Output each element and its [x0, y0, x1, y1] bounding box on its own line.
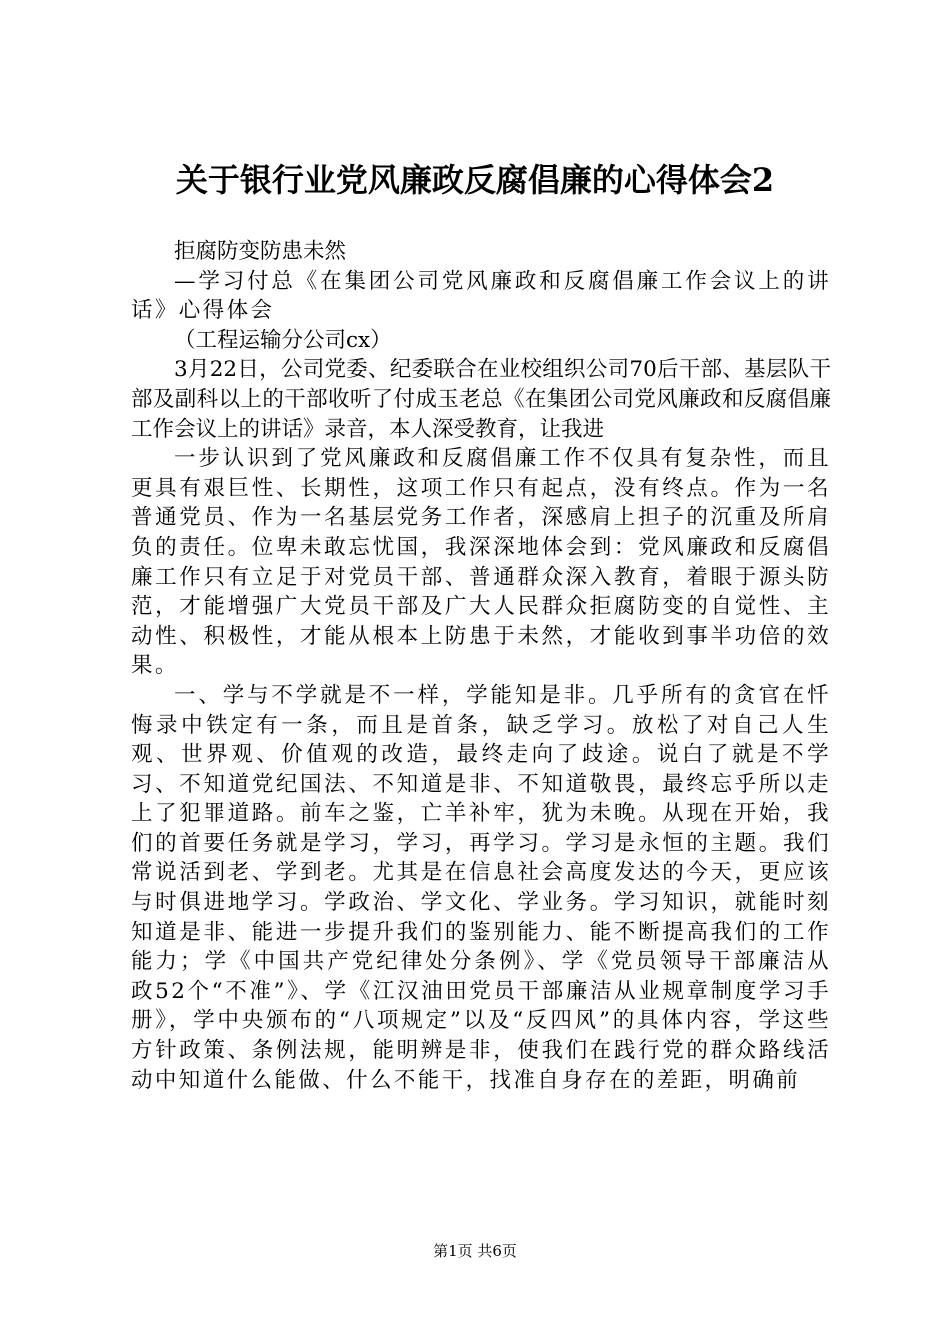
- paragraph-intro: 3月22日，公司党委、纪委联合在业校组织公司70后干部、基层队干部及副科以上的干部收听了付成玉老总《在集团公司党风廉政和反腐倡廉工作会议上的讲话》录音，本人深受教育，让我进: [131, 357, 831, 442]
- document-title: 关于银行业党风廉政反腐倡廉的心得体会2: [175, 161, 775, 199]
- paragraph-author: （工程运输分公司cx）: [174, 327, 392, 353]
- paragraph-subheading: —学习付总《在集团公司党风廉政和反腐倡廉工作会议上的讲话》心得体会: [131, 268, 831, 324]
- paragraph-section-one: 一、学与不学就是不一样，学能知是非。几乎所有的贪官在忏悔录中铁定有一条，而且是首条，缺乏学习。放松了对自己人生观、世界观、价值观的改造，最终走向了歧途。说白了就是不学习、不知道党纪国法、不知道是非、不知道敬畏，最终忘乎所以走上了犯罪道路。前车之鉴，亡羊补牢，犹为未晚。从现在开始，我们的首要任务就是学习，学习，再学习。学习是永恒的主题。我们常说活到老、学到老。尤其是在信息社会高度发达的今天，更应该与时俱进地学习。学政治、学文化、学业务。学习知识，就能时刻知道是非、能进一步提升我们的鉴别能力、能不断提高我们的工作能力；学《中国共产党纪律处分条例》、学《党员领导干部廉洁从政52个“不准”》、学《江汉油田党员干部廉洁从业规章制度学习手册》，学中央颁布的“八项规定”以及“反四风”的具体内容，学这些方针政策、条例法规，能明辨是非，使我们在践行党的群众路线活动中知道什么能做、什么不能干，找准自身存在的差距，明确前: [131, 682, 831, 1093]
- page-footer: 第1页 共6页: [433, 1242, 517, 1260]
- document-body: [131, 237, 831, 1095]
- paragraph-subtitle: 拒腐防变防患未然: [174, 239, 347, 264]
- paragraph-understanding: 一步认识到了党风廉政和反腐倡廉工作不仅具有复杂性，而且更具有艰巨性、长期性，这项工作只有起点，没有终点。作为一名普通党员、作为一名基层党务工作者，深感肩上担子的沉重及所肩负的责任。位卑未敢忘忧国，我深深地体会到：党风廉政和反腐倡廉工作只有立足于对党员干部、普通群众深入教育，着眼于源头防范，才能增强广大党员干部及广大人民群众拒腐防变的自觉性、主动性、积极性，才能从根本上防患于未然，才能收到事半功倍的效果。: [131, 446, 831, 679]
